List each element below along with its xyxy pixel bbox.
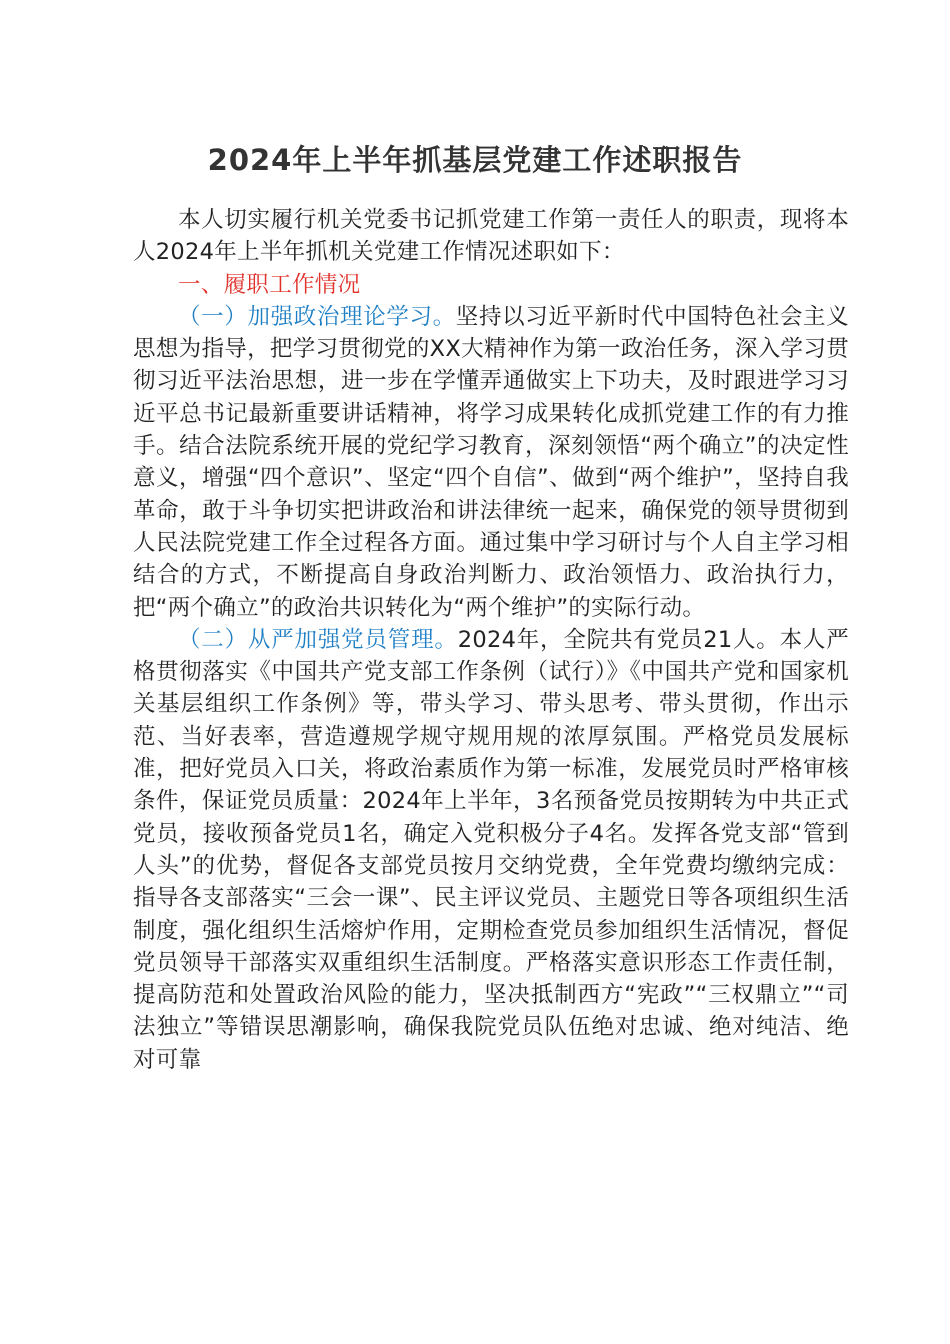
subsection-1-heading: （一）加强政治理论学习。 bbox=[178, 303, 456, 330]
section-heading: 一、履职工作情况 bbox=[178, 271, 361, 298]
subsection-2-text: 2024年，全院共有党员21人。本人严格贯彻落实《中国共产党支部工作条例（试行）》《中国共产党和国家机关基层组织工作条例》等，带头学习、带头思考、带头贯彻，作出示范、当好表率，营造遵规学规守规用规的浓厚氛围。严格党员发展标准，把好党员入口关，将政治素质作为第一标准，发展党员时严格审核条件，保证党员质量：2024年上半年，3名预备党员按期转为中共正式党员，接收预备党员1名，确定入党积极分子4名。发挥各党支部“管到人头”的优势，督促各支部党员按月交纳党费，全年党费均缴纳完成：指导各支部落实“三会一课”、民主评议党员、主题党日等各项组织生活制度，强化组织生活熔炉作用，定期检查党员参加组织生活情况，督促党员领导干部落实双重组织生活制度。严格落实意识形态工作责任制，提高防范和处置政治风险的能力，坚决抵制西方“宪政”“三权鼎立”“司法独立”等错误思潮影响，确保我院党员队伍绝对忠诚、绝对纯洁、绝对可靠 bbox=[133, 626, 850, 1073]
document-title: 2024年上半年抓基层党建工作述职报告 bbox=[207, 143, 743, 177]
document-body bbox=[133, 204, 849, 1076]
subsection-1-text: 坚持以习近平新时代中国特色社会主义思想为指导，把学习贯彻党的XX大精神作为第一政治任务，深入学习贯彻习近平法治思想，进一步在学懂弄通做实上下功夫，及时跟进学习习近平总书记最新重要讲话精神，将学习成果转化成抓党建工作的有力推手。结合法院系统开展的党纪学习教育，深刻领悟“两个确立”的决定性意义，增强“四个意识”、坚定“四个自信”、做到“两个维护”，坚持自我革命，敢于斗争切实把讲政治和讲法律统一起来，确保党的领导贯彻到人民法院党建工作全过程各方面。通过集中学习研讨与个人自主学习相结合的方式，不断提高自身政治判断力、政治领悟力、政治执行力，把“两个确立”的政治共识转化为“两个维护”的实际行动。 bbox=[133, 303, 849, 621]
subsection-2-heading: （二）从严加强党员管理。 bbox=[178, 626, 458, 653]
subsection-2-paragraph bbox=[133, 624, 849, 1076]
intro-paragraph: 本人切实履行机关党委书记抓党建工作第一责任人的职责，现将本人2024年上半年抓机关党建工作情况述职如下： bbox=[133, 207, 849, 266]
subsection-1-paragraph bbox=[133, 301, 849, 624]
